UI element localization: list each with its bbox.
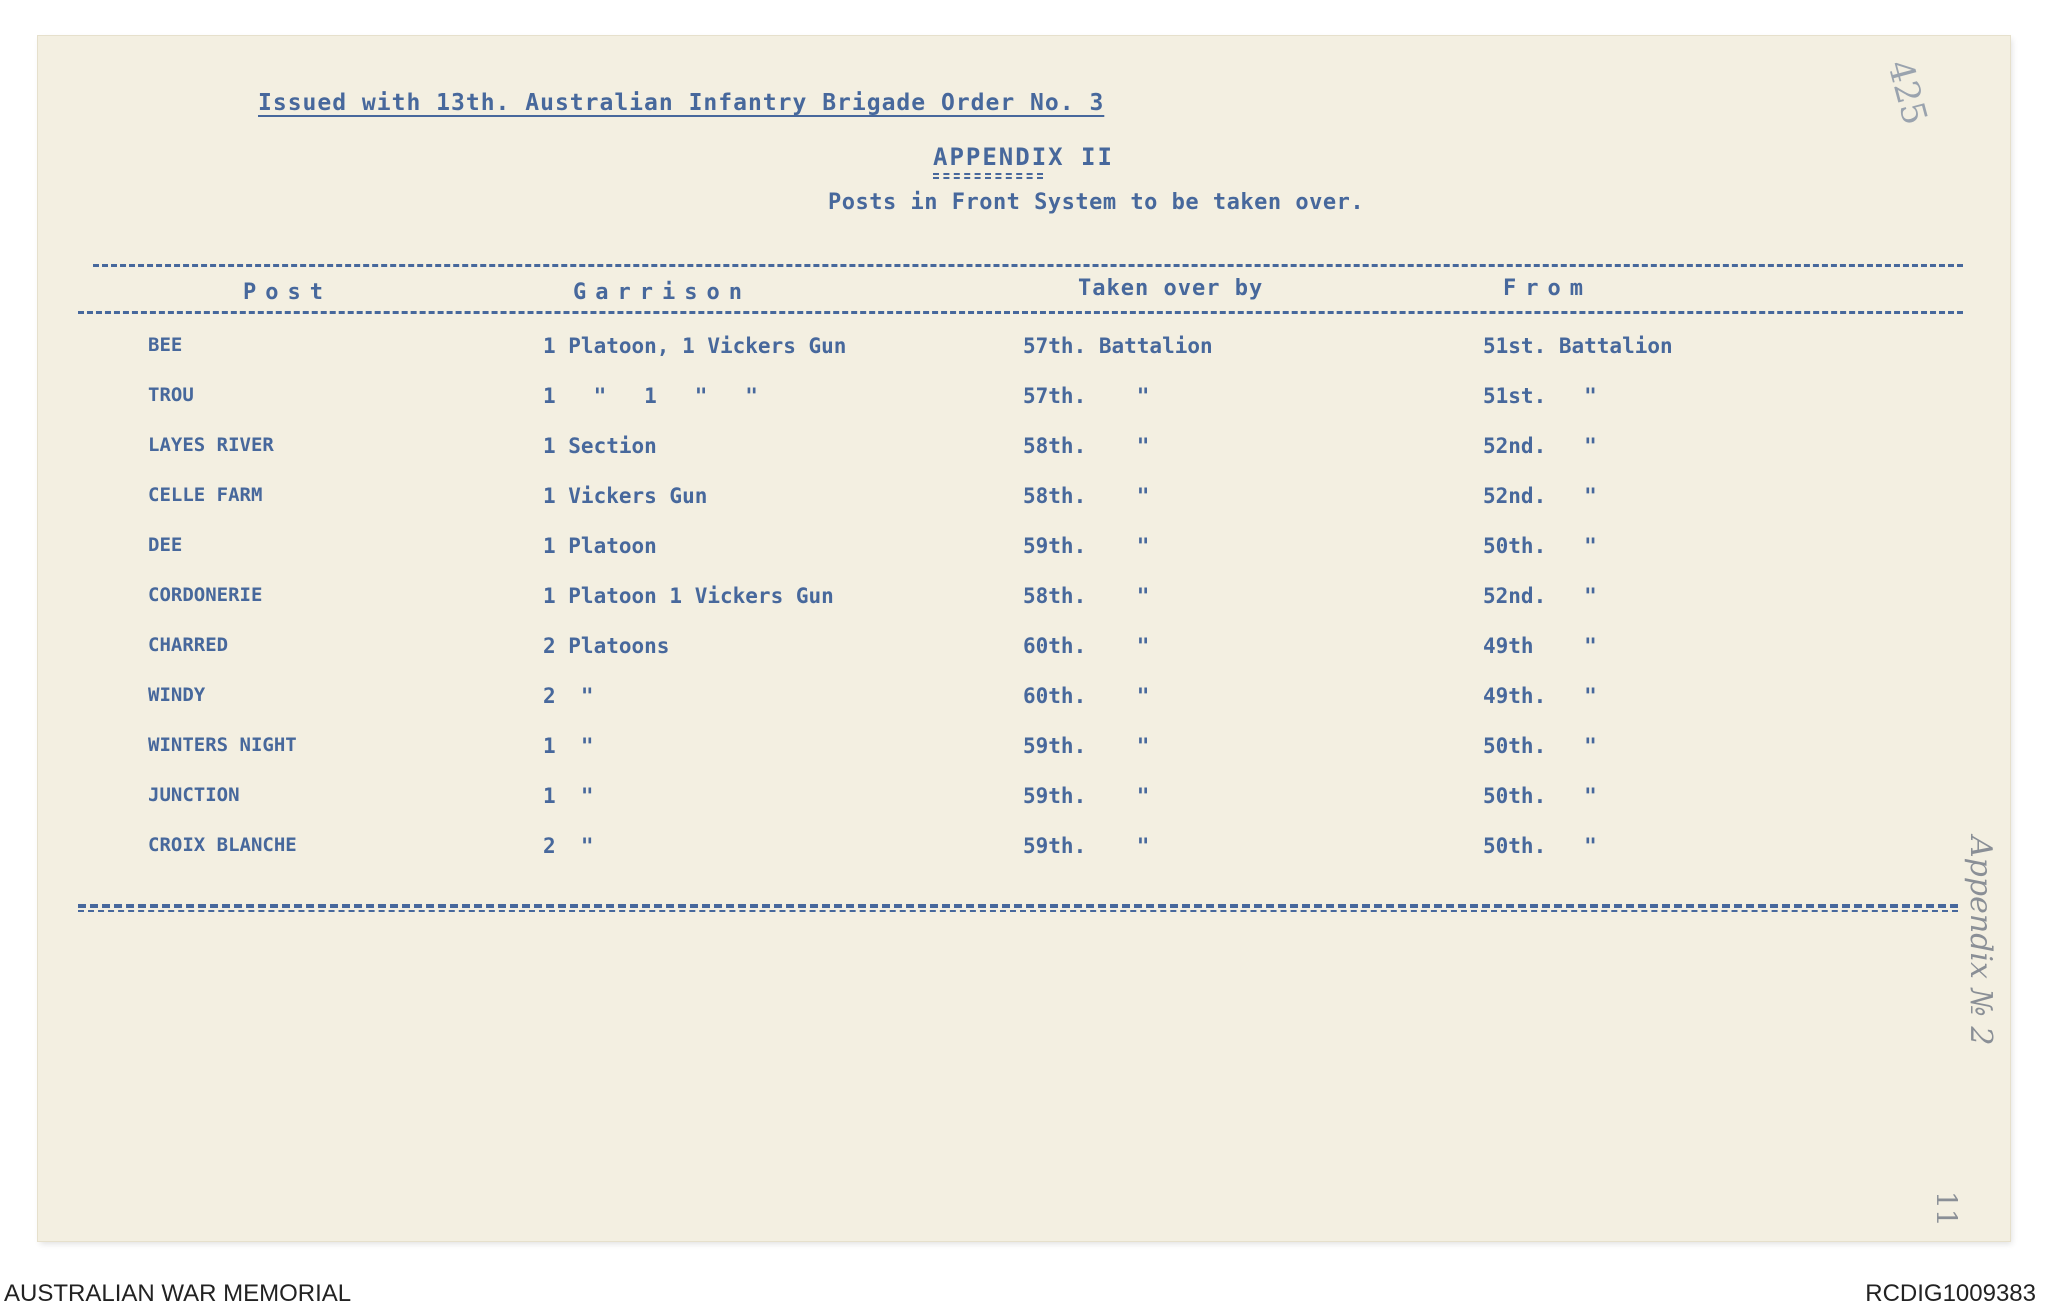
cell-from: 49th " bbox=[1483, 634, 1597, 658]
cell-taken-over-by: 57th. " bbox=[1023, 384, 1150, 408]
cell-from: 51st. " bbox=[1483, 384, 1597, 408]
cell-post: BEE bbox=[148, 334, 183, 356]
cell-from: 50th. " bbox=[1483, 534, 1597, 558]
typed-document-sheet bbox=[38, 36, 2010, 1241]
cell-from: 52nd. " bbox=[1483, 434, 1597, 458]
table-row bbox=[38, 534, 2010, 574]
table-row bbox=[38, 434, 2010, 474]
cell-taken-over-by: 58th. " bbox=[1023, 484, 1150, 508]
table-row bbox=[38, 784, 2010, 824]
cell-from: 52nd. " bbox=[1483, 584, 1597, 608]
table-row bbox=[38, 384, 2010, 424]
cell-from: 50th. " bbox=[1483, 784, 1597, 808]
cell-garrison: 1 Platoon 1 Vickers Gun bbox=[543, 584, 834, 608]
table-row bbox=[38, 334, 2010, 374]
footer-institution: AUSTRALIAN WAR MEMORIAL bbox=[4, 1280, 352, 1307]
table-header-rule bbox=[78, 311, 1963, 314]
table-bottom-rule-second bbox=[78, 910, 1958, 912]
table-top-rule bbox=[93, 264, 1963, 267]
cell-post: TROU bbox=[148, 384, 194, 406]
cell-taken-over-by: 60th. " bbox=[1023, 634, 1150, 658]
cell-from: 50th. " bbox=[1483, 834, 1597, 858]
cell-post: JUNCTION bbox=[148, 784, 240, 806]
column-header-from: From bbox=[1503, 276, 1592, 301]
cell-garrison: 1 Platoon bbox=[543, 534, 657, 558]
table-bottom-rule bbox=[78, 904, 1958, 908]
cell-taken-over-by: 59th. " bbox=[1023, 534, 1150, 558]
cell-post: WINTERS NIGHT bbox=[148, 734, 297, 756]
appendix-title-underline-second bbox=[933, 177, 1043, 179]
table-row bbox=[38, 484, 2010, 524]
cell-taken-over-by: 59th. " bbox=[1023, 734, 1150, 758]
pencil-page-number: 11 bbox=[1930, 1191, 1963, 1227]
cell-garrison: 1 Vickers Gun bbox=[543, 484, 708, 508]
table-row bbox=[38, 734, 2010, 774]
appendix-title-underline bbox=[933, 173, 1043, 175]
cell-taken-over-by: 59th. " bbox=[1023, 834, 1150, 858]
cell-garrison: 2 " bbox=[543, 684, 594, 708]
column-header-post: Post bbox=[243, 280, 332, 305]
cell-taken-over-by: 57th. Battalion bbox=[1023, 334, 1213, 358]
cell-post: LAYES RIVER bbox=[148, 434, 274, 456]
handwritten-folio-number: 425 bbox=[1879, 56, 1935, 130]
cell-post: CELLE FARM bbox=[148, 484, 263, 506]
column-header-garrison: Garrison bbox=[573, 280, 751, 305]
cell-taken-over-by: 58th. " bbox=[1023, 584, 1150, 608]
cell-from: 51st. Battalion bbox=[1483, 334, 1673, 358]
appendix-title: APPENDIX II bbox=[933, 143, 1114, 171]
cell-post: CORDONERIE bbox=[148, 584, 263, 606]
cell-garrison: 2 " bbox=[543, 834, 594, 858]
appendix-subtitle: Posts in Front System to be taken over. bbox=[828, 190, 1365, 215]
footer-catalogue-id: RCDIG1009383 bbox=[1865, 1280, 2036, 1307]
cell-taken-over-by: 60th. " bbox=[1023, 684, 1150, 708]
table-row bbox=[38, 634, 2010, 674]
cell-garrison: 1 " 1 " " bbox=[543, 384, 758, 408]
table-row bbox=[38, 834, 2010, 874]
cell-garrison: 2 Platoons bbox=[543, 634, 670, 658]
cell-garrison: 1 " bbox=[543, 734, 594, 758]
cell-taken-over-by: 59th. " bbox=[1023, 784, 1150, 808]
cell-garrison: 1 Section bbox=[543, 434, 657, 458]
cell-taken-over-by: 58th. " bbox=[1023, 434, 1150, 458]
table-row bbox=[38, 584, 2010, 624]
cell-from: 49th. " bbox=[1483, 684, 1597, 708]
cell-from: 50th. " bbox=[1483, 734, 1597, 758]
issued-with-line: Issued with 13th. Australian Infantry Brigade Order No. 3 bbox=[258, 90, 1105, 116]
cell-garrison: 1 Platoon, 1 Vickers Gun bbox=[543, 334, 847, 358]
cell-garrison: 1 " bbox=[543, 784, 594, 808]
cell-post: WINDY bbox=[148, 684, 206, 706]
cell-post: CROIX BLANCHE bbox=[148, 834, 297, 856]
column-header-taken-over-by: Taken over by bbox=[1078, 276, 1264, 301]
cell-post: CHARRED bbox=[148, 634, 229, 656]
pencil-appendix-note: Appendix № 2 bbox=[1963, 836, 1998, 1046]
table-row bbox=[38, 684, 2010, 724]
cell-post: DEE bbox=[148, 534, 183, 556]
cell-from: 52nd. " bbox=[1483, 484, 1597, 508]
